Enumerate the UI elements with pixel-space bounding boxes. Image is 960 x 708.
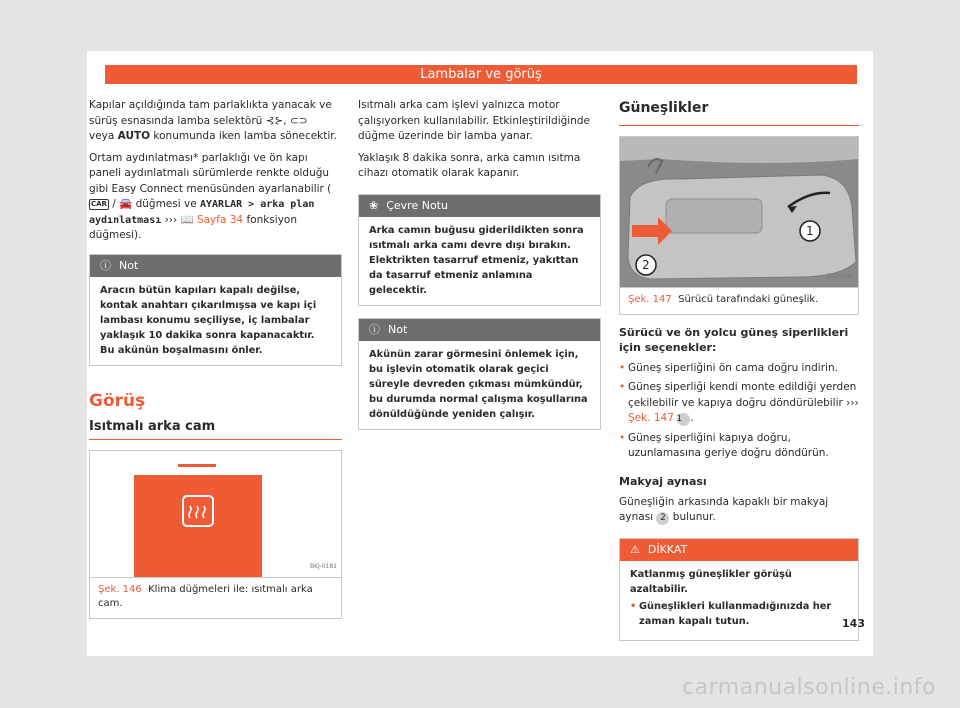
note-box	[89, 254, 342, 366]
settings-car-icon: 🚘	[119, 198, 133, 210]
figure-code: BKJ-0181	[309, 563, 337, 570]
info-icon: ⓘ	[369, 322, 380, 336]
info-icon: ⓘ	[100, 258, 111, 272]
book-link-icon: 📖	[180, 213, 194, 226]
watermark: carmanualsonline.info	[682, 675, 936, 700]
note-header-2: ⓘ Not	[359, 319, 600, 341]
column-left	[89, 98, 342, 619]
figure-147	[619, 136, 859, 315]
sunvisor-illustration	[620, 137, 858, 287]
manual-page	[87, 51, 873, 656]
options-title: Sürücü ve ön yolcu güneş siperlikleri için seçenekler:	[619, 325, 849, 354]
makyaj-title: Makyaj aynası	[619, 474, 707, 488]
note-text-2: Akünün zarar görmesini önlemek için, bu işlevin otomatik olarak geçici süreyle devreden çıkması mümkündür, bu durumda normal çalışma koşullarına dönüldüğünde yeniden çalışır.	[369, 348, 588, 420]
note-box-2	[358, 318, 601, 430]
page-header: Lambalar ve görüş	[105, 65, 857, 84]
callout-2: 2	[642, 257, 650, 272]
subsection-title: Isıtmalı arka cam	[89, 419, 342, 440]
section-title: Görüş	[89, 390, 146, 411]
page-number: 143	[842, 617, 865, 630]
car-button-icon: CAR	[91, 200, 107, 208]
figure-image	[90, 451, 341, 577]
eco-note-text: Arka camın buğusu giderildikten sonra ısıtmalı arka camı devre dışı bırakın. Elektrikten tasarruf etmeniz, yakıttan da tasarruf etmeniz anlamına gelecektir.	[369, 224, 584, 296]
rear-defrost-button-illustration	[90, 451, 341, 577]
bullet-item: • Güneş siperliğini kapıya doğru, uzunlamasına geriye doğru döndürün.	[619, 431, 859, 462]
figure-link[interactable]: Şek. 147	[628, 412, 674, 424]
eco-note-box	[358, 194, 601, 306]
auto-label: AUTO	[117, 130, 151, 142]
warning-header: ⚠ DİKKAT	[620, 539, 858, 561]
figure-number: Şek. 147	[628, 293, 672, 305]
paragraph-defrost-timer: Yaklaşık 8 dakika sonra, arka camın ısıtma cihazı otomatik olarak kapanır.	[358, 151, 581, 179]
paragraph-door-lights: Kapılar açıldığında tam parlaklıkta yanacak ve sürüş esnasında lamba selektörü ⊰⊱, ⊂⊃ veya AUTO konumunda iken lamba sönecektir.	[89, 99, 337, 142]
figure-image-sunvisor	[620, 137, 858, 287]
parking-light-icon: ⊂⊃	[289, 114, 308, 127]
warning-box	[619, 538, 859, 641]
column-middle	[358, 98, 601, 430]
figure-146	[89, 450, 342, 619]
paragraph-ambient-lighting: Ortam aydınlatması* parlaklığı ve ön kapı paneli aydınlatmalı sürümlerde renkte olduğu gibi Easy Connect menüsünden ayarlanabilir (CAR / 🚘 düğmesi ve AYARLAR > arka plan aydınlatması ››› 📖 Sayfa 34 fonksiyon düğmesi).	[89, 151, 332, 241]
column-right	[619, 98, 859, 641]
bullet-item: • Güneş siperliğini ön cama doğru indirin.	[619, 361, 859, 377]
callout-1: 1	[806, 223, 814, 238]
sunvisor-title: Güneşlikler	[619, 98, 859, 126]
warning-icon: ⚠	[630, 542, 640, 556]
bullet-item: • Güneş siperliği kendi monte edildiği yerden çekilebilir ve kapıya doğru döndürülebilir ››› Şek. 147 1 .	[619, 380, 859, 427]
figure-number: Şek. 146	[98, 583, 142, 595]
eco-note-header: ❀ Çevre Notu	[359, 195, 600, 217]
note-text: Aracın bütün kapıları kapalı değilse, kontak anahtarı çıkarılmışsa ve kapı içi lambası konumu seçiliyse, iç lambalar yaklaşık 10 dakika sonra kapanacaktır. Bu akünün boşalmasını önler.	[100, 284, 317, 356]
callout-ref-1: 1	[677, 413, 690, 426]
figure-caption: Şek. 146 Klima düğmeleri ile: ısıtmalı arka cam.	[90, 577, 341, 618]
warning-text: Katlanmış güneşlikler görüşü azaltabilir. • Güneşlikleri kullanmadığınızda her zaman kapalı tutun.	[620, 561, 858, 640]
callout-ref-2: 2	[656, 512, 669, 525]
leaf-icon: ❀	[369, 198, 379, 212]
paragraph-defrost-usage: Isıtmalı arka cam işlevi yalnızca motor çalışıyorken kullanılabilir. Etkinleştirildiğinde düğme üzerinde bir lamba yanar.	[358, 99, 590, 142]
warning-bullet: • Güneşlikleri kullanmadığınızda her zaman kapalı tutun.	[630, 599, 848, 629]
makyaj-text: Güneşliğin arkasında kapaklı bir makyaj aynası 2 bulunur.	[619, 495, 829, 523]
note-header: ⓘ Not	[90, 255, 341, 277]
page-link[interactable]: Sayfa 34	[196, 213, 244, 226]
light-switch-icon: ⊰⊱	[265, 114, 284, 127]
menu-path: AYARLAR > arka plan aydınlatması	[89, 199, 315, 226]
figure-code: BKJ-0182	[826, 273, 854, 280]
figure-caption-147: Şek. 147 Sürücü tarafındaki güneşlik.	[620, 287, 858, 314]
